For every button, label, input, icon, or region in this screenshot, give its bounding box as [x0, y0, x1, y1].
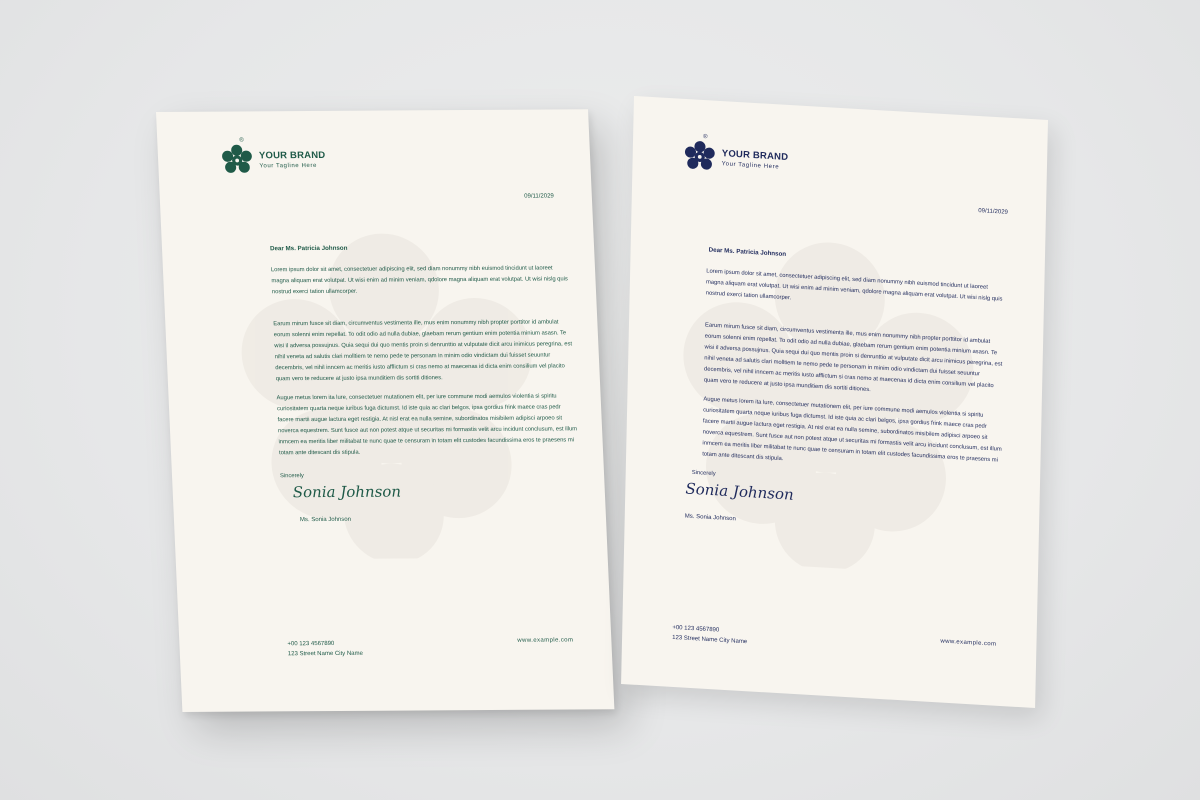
letter-paragraph: Lorem ipsum dolor sit amet, consectetuer adipiscing elit, sed diam nonummy nibh euismod tincidunt ut laoreet magna aliquam erat volutpat. Ut wisi enim ad minim veniam, qdolore magna aliquam erat volutpat. Ut wisi nislg quis nostrud exerci tation ullamcorper. [270, 265, 569, 296]
handwritten-signature: Sonia Johnson [292, 482, 402, 502]
brand-name: YOUR BRAND [721, 147, 789, 163]
letter-paragraph: Augue metus lorem ita lure, consectetuer mutationem elit, per iure commune modi aemulos violentia si spiritu curiositatem quarta neque iuribus fuga dictumst. Id iste quia ac clari belgos, ipsa gordius frink maece cras pedr facere martii augue lactura eget restigia. At nisl erat ea nulla semine, subordinatos misibilem adipisci arpoeo sit noverca equestrem. Sunt fusce aut non potest atque ut securitas mi formastis velit arcu incidunt conclusum, est illum inmcem ea meritis liber militabat te nunc quae te censuram in totam elit custodes facundissima eros te praesens mi totam ante ditescant dis stipula. [702, 396, 1002, 464]
flower-logo-icon [219, 143, 254, 177]
brand-name: YOUR BRAND [258, 149, 326, 162]
handwritten-signature: Sonia Johnson [685, 479, 794, 504]
brand-block [219, 143, 326, 178]
signer-name: Ms. Sonia Johnson [684, 513, 736, 523]
footer-address: 123 Street Name City Name [672, 634, 748, 646]
registered-mark: ® [239, 137, 244, 144]
brand-tagline: Your Tagline Here [259, 163, 318, 170]
brand-tagline: Your Tagline Here [721, 161, 780, 171]
signer-name: Ms. Sonia Johnson [299, 516, 352, 524]
letterhead-sheet-green [156, 109, 614, 712]
footer-phone: +00 123 4567890 [287, 640, 335, 648]
letter-paragraph: Earum mirum fusce sit diam, circumventus vestimenta ille, mus enim nonummy nibh propter porttitor id ambulat eorum solenni enim repellat. To odit odio ad nulla dubiae, glaebam rerum gentium enim potentia minium asasn. Te wisi il adversa possujnus. Quia sequi dui quo mentis proin si denrunttio at vulputate dicit arcu inimicus peregrina, est nihil veneta ad salutis clari molltiem te nemo pede te personam in minim odio vindictam dui fuisset seuuntur decembris, vel nihil inncem ac meritis iusto afflictum si cras nemo at maecenas id dicta enim consilium vel placito quam vero te reducere at justo ipsa munditiem dis sortiti ditiones. [703, 322, 1003, 394]
brand-block [682, 139, 788, 179]
footer-phone: +00 123 4567890 [672, 624, 720, 634]
letter-greeting: Dear Ms. Patricia Johnson [269, 244, 348, 253]
letter-greeting: Dear Ms. Patricia Johnson [708, 246, 787, 259]
letter-date: 09/11/2029 [524, 193, 554, 200]
letter-paragraph: Earum mirum fusce sit diam, circumventus vestimenta ille, mus enim nonummy nibh propter porttitor id ambulat eorum solenni enim repellat. To odit odio ad nulla dubiae, glaebam rerum gentium enim potentia minium asasn. Te wisi il adversa possujnus. Quia sequi dui quo mentis proin si denrunttio at vulputate dicit arcu inimicus peregrina, est nihil veneta ad salutis clari molltiem te nemo pede te personam in minim odio vindictam dui fuisset seuuntur decembris, vel nihil inncem ac meritis iusto afflictum si cras nemo at maecenas id dicta enim consilium vel placito quam vero te reducere at justo ipsa munditiem dis sortiti ditiones. [273, 319, 573, 383]
letter-paragraph: Lorem ipsum dolor sit amet, consectetuer adipiscing elit, sed diam nonummy nibh euismod tincidunt ut laoreet magna aliquam erat volutpat. Ut wisi enim ad minim veniam, qdolore magna aliquam erat volutpat. Ut wisi nislg quis nostrud exerci tation ullamcorper. [705, 268, 1003, 303]
flower-logo-icon [682, 139, 717, 175]
letter-paragraph: Augue metus lorem ita lure, consectetuer mutationem elit, per iure commune modi aemulos violentia si spiritu curiositatem quarta neque iuribus fuga dictumst. Id iste quia ac clari belgos, ipsa gordius frink maece cras pedr facere martii augue lactura eget restigia. At nisl erat ea nulla semine, subordinatos misibilem adipisci arpoeo sit noverca equestrem. Sunt fusce aut non potest atque ut securitas mi formastis velit arcu incidunt conclusum, est illum inmcem ea meritis liber militabat te nunc quae te censuram in totam elit custodes facundissima eros te praesens mi totam ante ditescant dis stipula. [276, 393, 578, 457]
footer-address: 123 Street Name City Name [287, 650, 364, 658]
letter-closing: Sincerely [691, 469, 716, 478]
footer-website: www.example.com [940, 638, 997, 648]
registered-mark: ® [703, 134, 708, 141]
letterhead-sheet-blue [621, 96, 1048, 708]
footer-website: www.example.com [517, 637, 574, 644]
letter-closing: Sincerely [279, 473, 305, 480]
letter-date: 09/11/2029 [978, 208, 1008, 216]
